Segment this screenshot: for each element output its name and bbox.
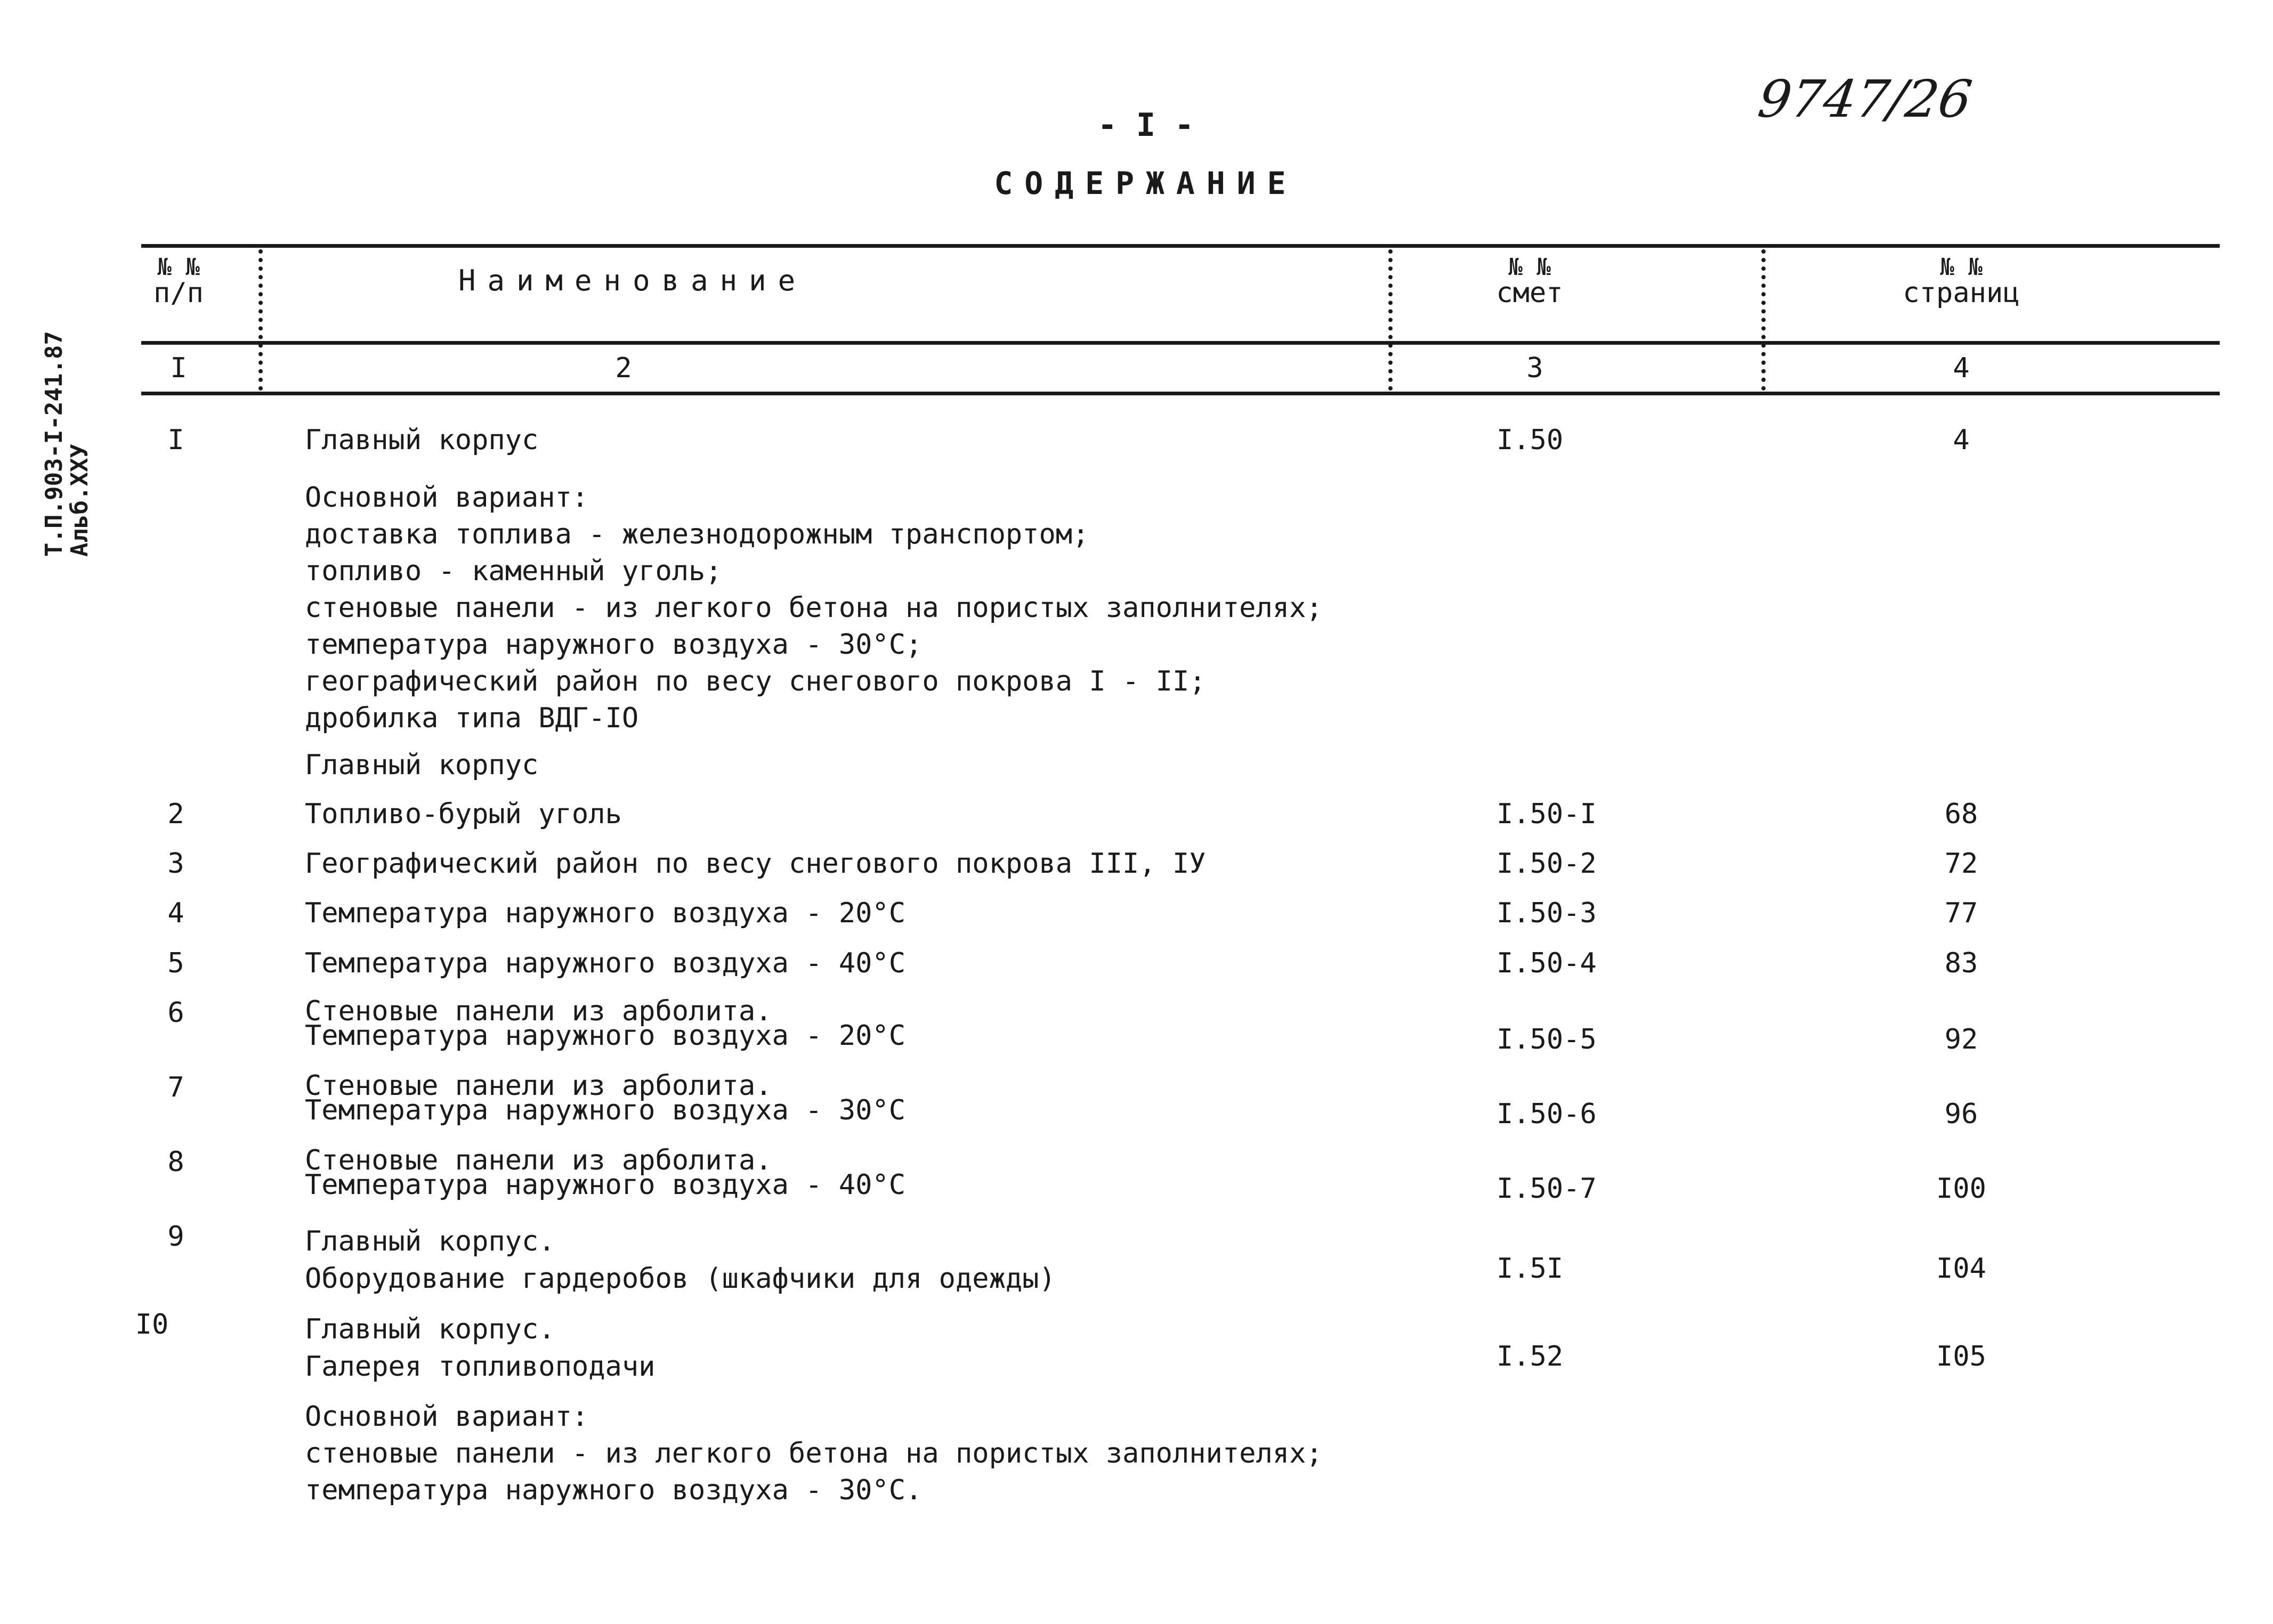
page-number: - I - (1097, 107, 1194, 144)
entry-smeta: I.50-3 (1497, 897, 1597, 929)
col-header-smeta-line1: № № (1508, 254, 1551, 281)
entry-line: Главный корпус. (305, 1225, 555, 1257)
col-separator-3 (1761, 249, 1766, 391)
entry-line: Температура наружного воздуха - 20°С (305, 1020, 906, 1052)
entry-title (305, 1399, 1323, 1509)
entry-line: Основной вариант: (305, 482, 589, 514)
entry-line: стеновые панели - из легкого бетона на пористых заполнителях; (305, 1438, 1323, 1469)
entry-smeta: I.50-5 (1497, 1024, 1597, 1055)
entry-smeta: I.50-2 (1497, 848, 1597, 880)
entry-line: доставка топлива - железнодорожным транспортом; (305, 518, 1089, 550)
col-index-4: 4 (1953, 352, 1970, 384)
entry-page: 72 (1944, 848, 1978, 880)
entry-number: 2 (167, 798, 184, 830)
entry-line: температура наружного воздуха - 30°С; (305, 629, 923, 661)
col-header-smeta-line2: смет (1496, 277, 1563, 309)
entry-line: Температура наружного воздуха - 40°С (305, 1169, 906, 1201)
document-title: СОДЕРЖАНИЕ (994, 165, 1298, 201)
col-header-num-line2: п/п (153, 277, 204, 309)
entry-number: I0 (135, 1309, 169, 1341)
entry-number: 4 (167, 897, 184, 929)
entry-number: 9 (167, 1221, 184, 1253)
entry-line: Главный корпус. (305, 1313, 555, 1345)
col-header-num (141, 256, 216, 307)
entry-line: Температура наружного воздуха - 40°С (305, 947, 906, 979)
entry-page: 4 (1953, 424, 1970, 456)
col-header-page (1881, 256, 2041, 307)
entry-title (305, 1223, 1056, 1297)
entry-smeta: I.50-7 (1497, 1173, 1597, 1205)
col-header-num-line1: № № (157, 254, 200, 281)
col-header-page-line1: № № (1940, 254, 1983, 281)
entry-title (305, 995, 906, 1052)
side-label-line2: Альб.ХХУ (66, 444, 93, 557)
entry-smeta: I.5I (1497, 1253, 1564, 1285)
entry-line: Главный корпус (305, 424, 539, 456)
entry-number: 3 (167, 848, 184, 880)
col-header-smeta (1482, 256, 1578, 307)
entry-title (305, 1144, 906, 1201)
entry-line: Температура наружного воздуха - 30°С (305, 1094, 906, 1126)
entry-smeta: I.50 (1497, 424, 1564, 456)
entry-page: 68 (1944, 798, 1978, 830)
col-index-2: 2 (615, 352, 632, 384)
entry-smeta: I.50-I (1497, 798, 1597, 830)
entry-title (305, 949, 905, 977)
entry-line: географический район по весу снегового покрова I - II; (305, 665, 1206, 697)
entry-line: Оборудование гардеробов (шкафчики для одежды) (305, 1263, 1056, 1295)
table-top-rule (141, 244, 2220, 248)
entry-line: Температура наружного воздуха - 20°С (305, 897, 906, 929)
entry-title (305, 426, 538, 454)
col-index-3: 3 (1526, 352, 1543, 384)
handwritten-stamp: 9747/26 (1754, 69, 1976, 129)
entry-line: Галерея топливоподачи (305, 1351, 656, 1383)
col-separator-2 (1388, 249, 1393, 391)
col-header-page-line2: страниц (1903, 277, 2020, 309)
entry-title (305, 800, 622, 828)
entry-line: стеновые панели - из легкого бетона на пористых заполнителях; (305, 592, 1323, 624)
entry-line: Географический район по весу снегового покрова III, IУ (305, 848, 1206, 880)
entry-title (305, 850, 1206, 878)
table-bottom-rule (141, 392, 2220, 395)
entry-page: 77 (1944, 897, 1978, 929)
entry-number: I (167, 424, 184, 456)
entry-line: Стеновые панели из арболита. (305, 995, 772, 1027)
entry-title (305, 751, 538, 779)
entry-smeta: I.50-4 (1497, 947, 1597, 979)
col-index-1: I (170, 352, 187, 384)
entry-line: Основной вариант: (305, 1401, 589, 1433)
col-separator-1 (258, 249, 263, 391)
entry-page: I04 (1936, 1253, 1986, 1285)
entry-title (305, 899, 905, 927)
side-label-line1: Т.П.903-I-241.87 (41, 331, 68, 557)
side-label (42, 331, 93, 557)
entry-title (305, 1070, 906, 1126)
col-header-name: Наименование (458, 264, 807, 297)
entry-line: Топливо-бурый уголь (305, 798, 622, 830)
entry-line: температура наружного воздуха - 30°С. (305, 1474, 923, 1506)
entry-page: I00 (1936, 1173, 1986, 1205)
entry-page: 92 (1944, 1024, 1978, 1055)
entry-page: 96 (1944, 1098, 1978, 1130)
entry-smeta: I.50-6 (1497, 1098, 1597, 1130)
entry-line: Стеновые панели из арболита. (305, 1144, 772, 1176)
entry-line: Главный корпус (305, 749, 539, 781)
entry-number: 5 (167, 947, 184, 979)
entry-page: I05 (1936, 1341, 1986, 1373)
entry-smeta: I.52 (1497, 1341, 1564, 1373)
entry-number: 7 (167, 1071, 184, 1103)
entry-page: 83 (1944, 947, 1978, 979)
entry-number: 8 (167, 1146, 184, 1178)
entry-line: дробилка типа ВДГ-IO (305, 702, 639, 734)
entry-title (305, 480, 1323, 737)
entry-number: 6 (167, 997, 184, 1029)
table-index-rule (141, 341, 2220, 345)
entry-line: Стеновые панели из арболита. (305, 1070, 772, 1102)
entry-title (305, 1311, 655, 1385)
entry-line: топливо - каменный уголь; (305, 555, 722, 587)
